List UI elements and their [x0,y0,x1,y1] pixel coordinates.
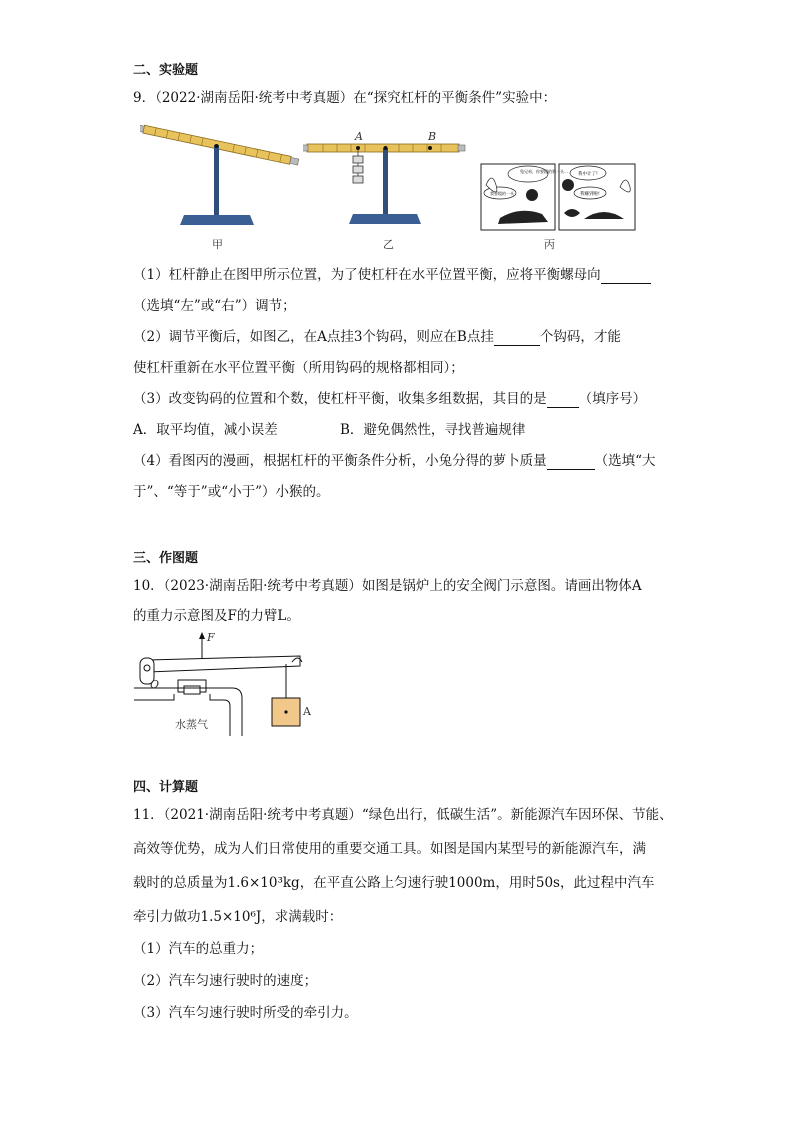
q9-sub1-cont: （选填“左”或“右”）调节； [133,298,296,314]
question-10-line1: 10．（2023·湖南岳阳·统考中考真题）如图是锅炉上的安全阀门示意图。请画出物体A [133,578,642,594]
q9-sub3-text: （3）改变钩码的位置和个数，使杠杆平衡，收集多组数据，其目的是 [133,391,547,407]
question-9-stem: 9．（2022·湖南岳阳·统考中考真题）在“探究杠杆的平衡条件”实验中： [133,90,557,106]
lever-figure-yi [303,128,473,228]
comic-bubble-2: 我要粗的一头 [490,191,514,196]
force-F-label: F [207,631,215,644]
q9-sub4-text: （4）看图丙的漫画，根据杠杆的平衡条件分析，小兔分得的萝卜质量 [133,453,547,469]
figure-label-bing: 丙 [544,238,555,251]
q9-sub4-blank[interactable] [547,455,595,470]
question-10-line2: 的重力示意图及F的力臂L。 [133,608,300,624]
q9-option-A: A．取平均值，减小误差 [133,422,278,438]
comic-bubble-1: 兔兄弟，你要粗的那一头… [520,169,568,174]
q9-sub3-tail: （填序号） [578,391,647,407]
question-11-line4: 牵引力做功1.5×10⁶J，求满载时： [133,909,343,925]
comic-figure-bing [480,163,640,233]
q9-sub4-tail: （选填“大 [594,453,656,469]
object-A-label: A [303,705,311,718]
safety-valve-figure [130,630,330,740]
q9-sub2-blank[interactable] [494,331,540,346]
question-11-line1: 11．（2021·湖南岳阳·统考中考真题）“绿色出行，低碳生活”。新能源汽车因环保、节能、 [133,807,673,823]
q11-sub2: （2）汽车匀速行驶时的速度； [133,973,318,989]
q9-sub1-text: （1）杠杆静止在图甲所示位置，为了使杠杆在水平位置平衡，应将平衡螺母向 [133,267,601,283]
comic-bubble-3: 我中计了! [578,172,598,177]
comic-bubble-4: 我赚到啦! [580,192,600,197]
steam-label: 水蒸气 [175,718,208,731]
point-A-label: A [355,130,363,143]
q9-sub3-blank[interactable] [547,393,579,408]
q9-sub4-cont: 于”、“等于”或“小于”）小猴的。 [133,484,330,500]
q9-sub1-blank[interactable] [601,269,651,284]
question-11-line2: 高效等优势，成为人们日常使用的重要交通工具。如图是国内某型号的新能源汽车，满 [133,841,646,857]
section-heading-experiment: 二、实验题 [133,63,199,78]
q9-option-B: B．避免偶然性，寻找普遍规律 [340,422,526,438]
section-heading-calculation: 四、计算题 [133,780,199,795]
q9-sub2-text: （2）调节平衡后，如图乙，在A点挂3个钩码，则应在B点挂 [133,329,494,345]
point-B-label: B [428,130,437,143]
q9-sub2-cont: 使杠杆重新在水平位置平衡（所用钩码的规格都相同）； [133,360,464,376]
q9-sub2-text-tail: 个钩码，才能 [539,329,621,345]
pivot-O-label: O [150,678,160,691]
q11-sub1: （1）汽车的总重力； [133,941,264,957]
lever-figure-jia [140,115,300,230]
question-11-line3: 载时的总质量为1.6×10³kg，在平直公路上匀速行驶1000m，用时50s，此过程中汽车 [133,875,655,891]
figure-label-yi: 乙 [383,238,394,251]
q11-sub3: （3）汽车匀速行驶时所受的牵引力。 [133,1005,358,1021]
section-heading-drawing: 三、作图题 [133,551,199,566]
figure-label-jia: 甲 [212,238,223,251]
